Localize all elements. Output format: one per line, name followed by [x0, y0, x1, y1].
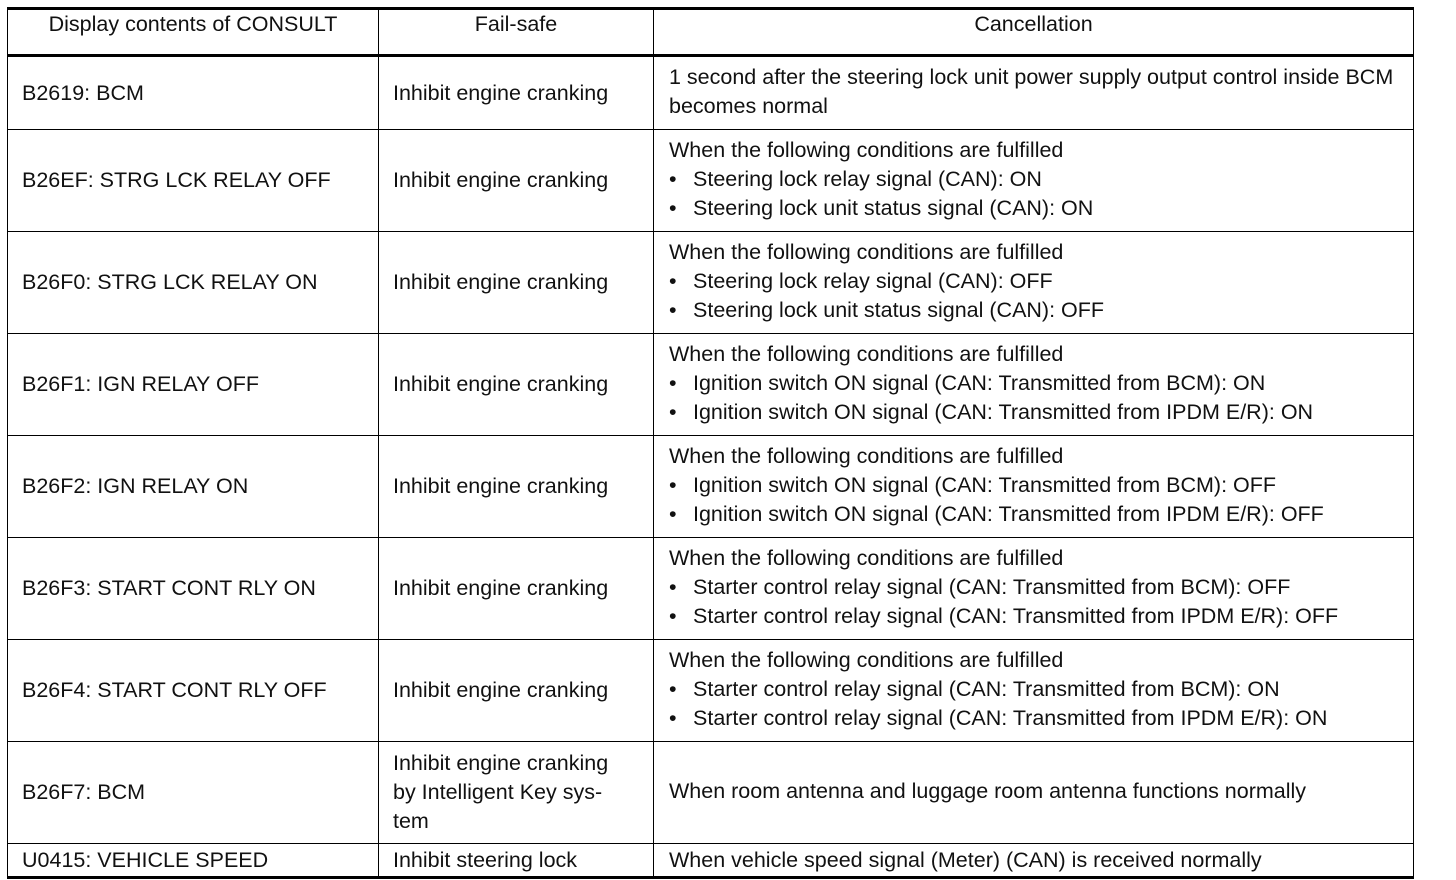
cancellation-cell [654, 436, 1414, 538]
bullet-icon: • [669, 167, 677, 191]
cancellation-intro: When the following conditions are fulfilled [669, 138, 1064, 162]
bullet-icon: • [669, 269, 677, 293]
display-code: B26F0: STRG LCK RELAY ON [8, 232, 379, 334]
cancellation-cell [654, 538, 1414, 640]
cancellation-intro: When the following conditions are fulfilled [669, 444, 1064, 468]
display-code: B26F7: BCM [8, 742, 379, 844]
bullet-icon: • [669, 706, 677, 730]
cancellation-intro: When the following conditions are fulfilled [669, 240, 1064, 264]
bullet-icon: • [669, 575, 677, 599]
fail-safe-line: tem [393, 809, 429, 833]
bullet-icon: • [669, 371, 677, 395]
condition-text: Steering lock unit status signal (CAN): OFF [693, 298, 1105, 322]
cancellation-intro: When the following conditions are fulfilled [669, 546, 1064, 570]
fail-safe-cell: Inhibit engine cranking [379, 334, 654, 436]
table-row [8, 56, 1414, 130]
table-row [8, 130, 1414, 232]
fail-safe-line: by Intelligent Key sys- [393, 780, 603, 804]
fail-safe-cell [379, 742, 654, 844]
condition-text: Starter control relay signal (CAN: Transmitted from BCM): ON [693, 677, 1280, 701]
condition-text: Steering lock unit status signal (CAN): ON [693, 196, 1094, 220]
condition-item [669, 296, 1399, 325]
cancellation-intro: When the following conditions are fulfilled [669, 342, 1064, 366]
condition-text: Ignition switch ON signal (CAN: Transmitted from BCM): OFF [693, 473, 1277, 497]
display-code: U0415: VEHICLE SPEED [8, 844, 379, 878]
condition-text: Starter control relay signal (CAN: Transmitted from IPDM E/R): ON [693, 706, 1328, 730]
condition-text: Ignition switch ON signal (CAN: Transmitted from IPDM E/R): ON [693, 400, 1314, 424]
display-code: B26EF: STRG LCK RELAY OFF [8, 130, 379, 232]
display-code: B2619: BCM [8, 56, 379, 130]
header-display-contents: Display contents of CONSULT [8, 9, 379, 56]
cancellation-cell: When room antenna and luggage room antenna functions normally [654, 742, 1414, 844]
table-header-row [8, 9, 1414, 56]
condition-item [669, 675, 1399, 704]
bullet-icon: • [669, 473, 677, 497]
display-code: B26F4: START CONT RLY OFF [8, 640, 379, 742]
cancellation-cell: 1 second after the steering lock unit power supply output control inside BCM becomes normal [654, 56, 1414, 130]
condition-text: Ignition switch ON signal (CAN: Transmitted from IPDM E/R): OFF [693, 502, 1324, 526]
fail-safe-cell: Inhibit engine cranking [379, 640, 654, 742]
table-row [8, 232, 1414, 334]
condition-text: Steering lock relay signal (CAN): OFF [693, 269, 1053, 293]
fail-safe-cell: Inhibit engine cranking [379, 130, 654, 232]
cancellation-cell [654, 232, 1414, 334]
table-row [8, 640, 1414, 742]
failsafe-table-page [7, 7, 1413, 879]
cancellation-cell [654, 640, 1414, 742]
condition-item [669, 165, 1399, 194]
table-row [8, 742, 1414, 844]
fail-safe-cell: Inhibit engine cranking [379, 56, 654, 130]
condition-text: Starter control relay signal (CAN: Transmitted from IPDM E/R): OFF [693, 604, 1339, 628]
fail-safe-cell: Inhibit engine cranking [379, 538, 654, 640]
bullet-icon: • [669, 604, 677, 628]
bullet-icon: • [669, 298, 677, 322]
display-code: B26F2: IGN RELAY ON [8, 436, 379, 538]
table-row [8, 538, 1414, 640]
fail-safe-cell: Inhibit engine cranking [379, 232, 654, 334]
table-row [8, 436, 1414, 538]
condition-item [669, 573, 1399, 602]
condition-text: Starter control relay signal (CAN: Transmitted from BCM): OFF [693, 575, 1291, 599]
condition-item [669, 194, 1399, 223]
display-code: B26F1: IGN RELAY OFF [8, 334, 379, 436]
table-row [8, 844, 1414, 878]
bullet-icon: • [669, 502, 677, 526]
cancellation-cell [654, 130, 1414, 232]
fail-safe-cell: Inhibit steering lock [379, 844, 654, 878]
header-fail-safe: Fail-safe [379, 9, 654, 56]
condition-item [669, 398, 1399, 427]
condition-item [669, 500, 1399, 529]
bullet-icon: • [669, 677, 677, 701]
condition-item [669, 267, 1399, 296]
display-code: B26F3: START CONT RLY ON [8, 538, 379, 640]
header-cancellation: Cancellation [654, 9, 1414, 56]
condition-item [669, 471, 1399, 500]
table-row [8, 334, 1414, 436]
condition-item [669, 602, 1399, 631]
failsafe-table [7, 7, 1414, 879]
cancellation-intro: When the following conditions are fulfilled [669, 648, 1064, 672]
fail-safe-cell: Inhibit engine cranking [379, 436, 654, 538]
bullet-icon: • [669, 400, 677, 424]
cancellation-cell [654, 334, 1414, 436]
fail-safe-line: Inhibit engine cranking [393, 751, 609, 775]
bullet-icon: • [669, 196, 677, 220]
condition-text: Steering lock relay signal (CAN): ON [693, 167, 1042, 191]
condition-item [669, 369, 1399, 398]
cancellation-cell: When vehicle speed signal (Meter) (CAN) is received normally [654, 844, 1414, 878]
condition-text: Ignition switch ON signal (CAN: Transmitted from BCM): ON [693, 371, 1266, 395]
condition-item [669, 704, 1399, 733]
